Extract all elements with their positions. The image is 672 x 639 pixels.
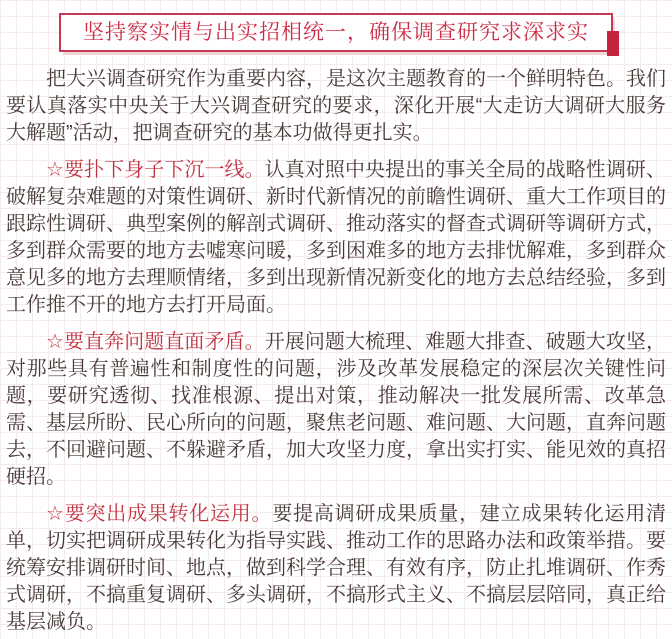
paragraph-text: 把大兴调查研究作为重要内容，是这次主题教育的一个鲜明特色。我们要认真落实中央关于大兴调查研究的要求，深化开展“大走访大调研大服务大解题”活动，把调查研究的基本功做得更扎实。	[6, 68, 666, 144]
paragraph-text: 认真对照中央提出的事关全局的战略性调研、破解复杂难题的对策性调研、新时代新情况的前瞻性调研、重大工作项目的跟踪性调研、典型案例的解剖式调研、推动落实的督查式调研等调研方式，多到群众需要的地方去嘘寒问暖，多到困难多的地方去排忧解难，多到群众意见多的地方去理顺情绪，多到出现新情况新变化的地方去总结经验，多到工作推不开的地方去打开局面。	[6, 159, 666, 316]
paragraph-intro	[6, 66, 666, 147]
page-title: 坚持察实情与出实招相统一，确保调查研究求深求实	[83, 21, 589, 44]
paragraph-lead: ☆要突出成果转化运用。	[46, 503, 273, 525]
article-body	[0, 52, 672, 636]
paragraph-text: 开展问题大梳理、难题大排查、破题大攻坚，对那些具有普遍性和制度性的问题，涉及改革发展稳定的深层次关键性问题，要研究透彻、找准根源、提出对策，推动解决一批发展所需、改革急需、基层所盼、民心所向的问题，聚焦老问题、难问题、大问题，直奔问题去，不回避问题、不躲避矛盾，加大攻坚力度，拿出实打实、能见效的真招硬招。	[6, 331, 666, 488]
paragraph-point-3	[6, 501, 666, 636]
paragraph-lead: ☆要直奔问题直面矛盾。	[46, 331, 265, 353]
paragraph-text: 要提高调研成果质量，建立成果转化运用清单，切实把调研成果转化为指导实践、推动工作的思路办法和政策举措。要统筹安排调研时间、地点，做到科学合理、有效有序，防止扎堆调研、作秀式调研，不搞重复调研、多头调研，不搞形式主义、不搞层层陪同，真正给基层减负。	[6, 503, 667, 633]
paragraph-point-2	[6, 329, 666, 491]
title-banner-row	[0, 0, 672, 52]
paragraph-point-1	[6, 157, 666, 319]
paragraph-lead: ☆要扑下身子下沉一线。	[46, 159, 265, 181]
title-banner	[59, 13, 613, 52]
title-accent-bar	[607, 31, 619, 56]
